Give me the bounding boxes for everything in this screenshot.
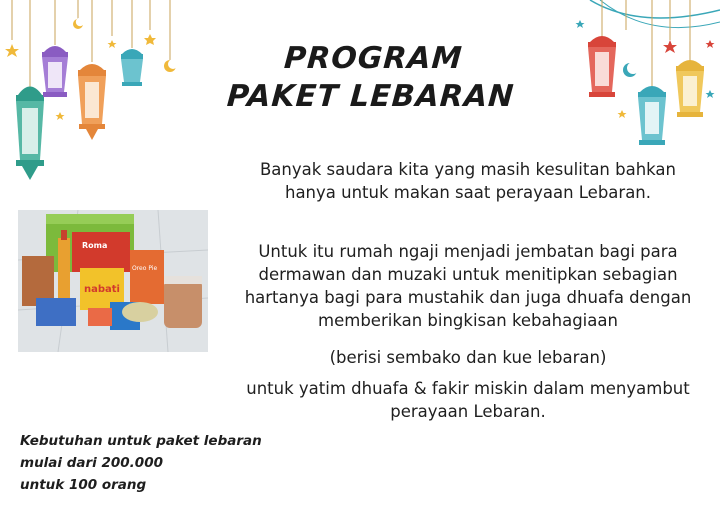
teal-lantern-right: [638, 86, 666, 145]
text-line: perayaan Lebaran.: [390, 402, 546, 421]
title-line-1: PROGRAM: [282, 41, 464, 76]
decor-gold-stars: [618, 110, 627, 118]
cost-note: [20, 430, 262, 496]
note-line: untuk 100 orang: [20, 477, 147, 493]
green-lantern: [16, 87, 44, 181]
text-line: dermawan dan muzaki untuk menitipkan sebagian: [258, 265, 678, 284]
teal-lantern: [121, 49, 143, 86]
decor-moon-right: [623, 62, 639, 77]
contents-note: (berisi sembako dan kue lebaran): [329, 348, 607, 367]
photo-label-snack: Oreo Pie: [132, 265, 158, 272]
hanging-lanterns-left-decoration: [0, 0, 210, 200]
red-lantern: [588, 36, 616, 97]
hanging-lanterns-right-decoration: [560, 0, 720, 160]
page-title: [219, 40, 524, 116]
photo-label-nabati: nabati: [84, 284, 120, 295]
title-line-2: PAKET LEBARAN: [225, 79, 516, 114]
text-line: Untuk itu rumah ngaji menjadi jembatan bagi para: [258, 242, 678, 261]
text-line: Banyak saudara kita yang masih kesulitan bahkan: [259, 160, 677, 179]
purple-lantern: [42, 46, 68, 97]
intro-paragraph: [228, 158, 708, 204]
orange-lantern: [78, 64, 106, 140]
text-line: hanya untuk makan saat perayaan Lebaran.: [284, 183, 652, 202]
beneficiary-paragraph: [228, 377, 708, 423]
decor-red-stars: [663, 40, 715, 53]
note-line: Kebutuhan untuk paket lebaran: [20, 433, 262, 449]
text-line: hartanya bagi para mustahik dan juga dhuafa dengan: [244, 288, 692, 307]
note-line: mulai dari 200.000: [20, 455, 163, 471]
text-line: memberikan bingkisan kebahagiaan: [318, 311, 618, 330]
package-illustration: [18, 210, 208, 352]
description-paragraph: [228, 240, 708, 332]
photo-label-roma: Roma: [82, 241, 108, 250]
package-photo: [18, 210, 208, 352]
yellow-lantern: [676, 60, 704, 117]
text-line: untuk yatim dhuafa & fakir miskin dalam menyambut: [246, 379, 690, 398]
